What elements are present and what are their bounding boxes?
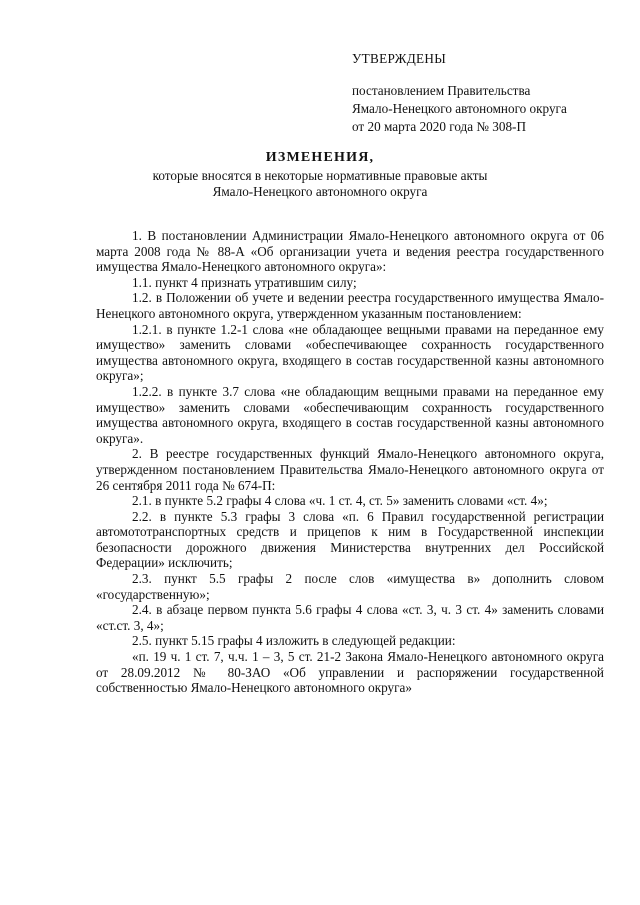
title-block	[0, 148, 640, 200]
document-title: ИЗМЕНЕНИЯ,	[265, 150, 375, 165]
paragraph-item-2-4: 2.4. в абзаце первом пункта 5.6 графы 4 слова «ст. 3, ч. 3 ст. 4» заменить словами «ст.ст. 3, 4»;	[96, 602, 604, 633]
paragraph-item-1-2-2: 1.2.2. в пункте 3.7 слова «не обладающим вещными правами на переданное ему имущество» заменить словами «обеспечивающим сохранность государственного имущества автономного округа, входящего в состав государственной казны автономного округа».	[96, 383, 604, 446]
paragraph-item-1-2-1: 1.2.1. в пункте 1.2-1 слова «не обладающее вещными правами на переданное ему имущество» заменить словами «обеспечивающее сохранность государственного имущества автономного округа, входящего в состав государственной казны автономного округа»;	[96, 321, 604, 384]
paragraph-item-1-1: 1.1. пункт 4 признать утратившим силу;	[132, 274, 357, 290]
approval-line: от 20 марта 2020 года № 308-П	[352, 119, 526, 134]
approval-block	[352, 50, 622, 136]
document-subtitle-line: которые вносятся в некоторые нормативные правовые акты	[152, 168, 488, 183]
paragraph-item-1: 1. В постановлении Администрации Ямало-Ненецкого автономного округа от 06 марта 2008 года № 88-А «Об организации учета и ведения реестра государственного имущества Ямало-Ненецкого автономного округа»:	[96, 228, 604, 275]
approval-heading: УТВЕРЖДЕНЫ	[352, 51, 447, 66]
paragraph-item-2-5: 2.5. пункт 5.15 графы 4 изложить в следующей редакции:	[132, 633, 456, 649]
paragraph-item-2-1: 2.1. в пункте 5.2 графы 4 слова «ч. 1 ст. 4, ст. 5» заменить словами «ст. 4»;	[132, 493, 548, 509]
paragraph-item-2-2: 2.2. в пункте 5.3 графы 3 слова «п. 6 Правил государственной регистрации автомототранспортных средств и прицепов к ним в Государственной инспекции безопасности дорожного движения Министерства внутренних дел Российской Федерации» исключить;	[96, 508, 604, 571]
paragraph-item-1-2: 1.2. в Положении об учете и ведении реестра государственного имущества Ямало-Ненецкого автономного округа, утвержденном указанным постановлением:	[96, 290, 604, 321]
document-subtitle-line: Ямало-Ненецкого автономного округа	[212, 184, 428, 199]
paragraph-item-2: 2. В реестре государственных функций Ямало-Ненецкого автономного округа, утвержденном постановлением Правительства Ямало-Ненецкого автономного округа от 26 сентября 2011 года № 674-П:	[96, 446, 604, 493]
approval-line: Ямало-Ненецкого автономного округа	[352, 101, 567, 116]
paragraph-item-2-3: 2.3. пункт 5.5 графы 2 после слов «имущества в» дополнить словом «государственную»;	[96, 571, 604, 602]
paragraph-quote: «п. 19 ч. 1 ст. 7, ч.ч. 1 – 3, 5 ст. 21-2 Закона Ямало-Ненецкого автономного округа от 28.09.2012 № 80-ЗАО «Об управлении и распоряжении государственной собственностью Ямало-Ненецкого автономного округа»	[96, 649, 604, 696]
approval-line: постановлением Правительства	[352, 83, 531, 98]
document-body	[96, 228, 604, 696]
